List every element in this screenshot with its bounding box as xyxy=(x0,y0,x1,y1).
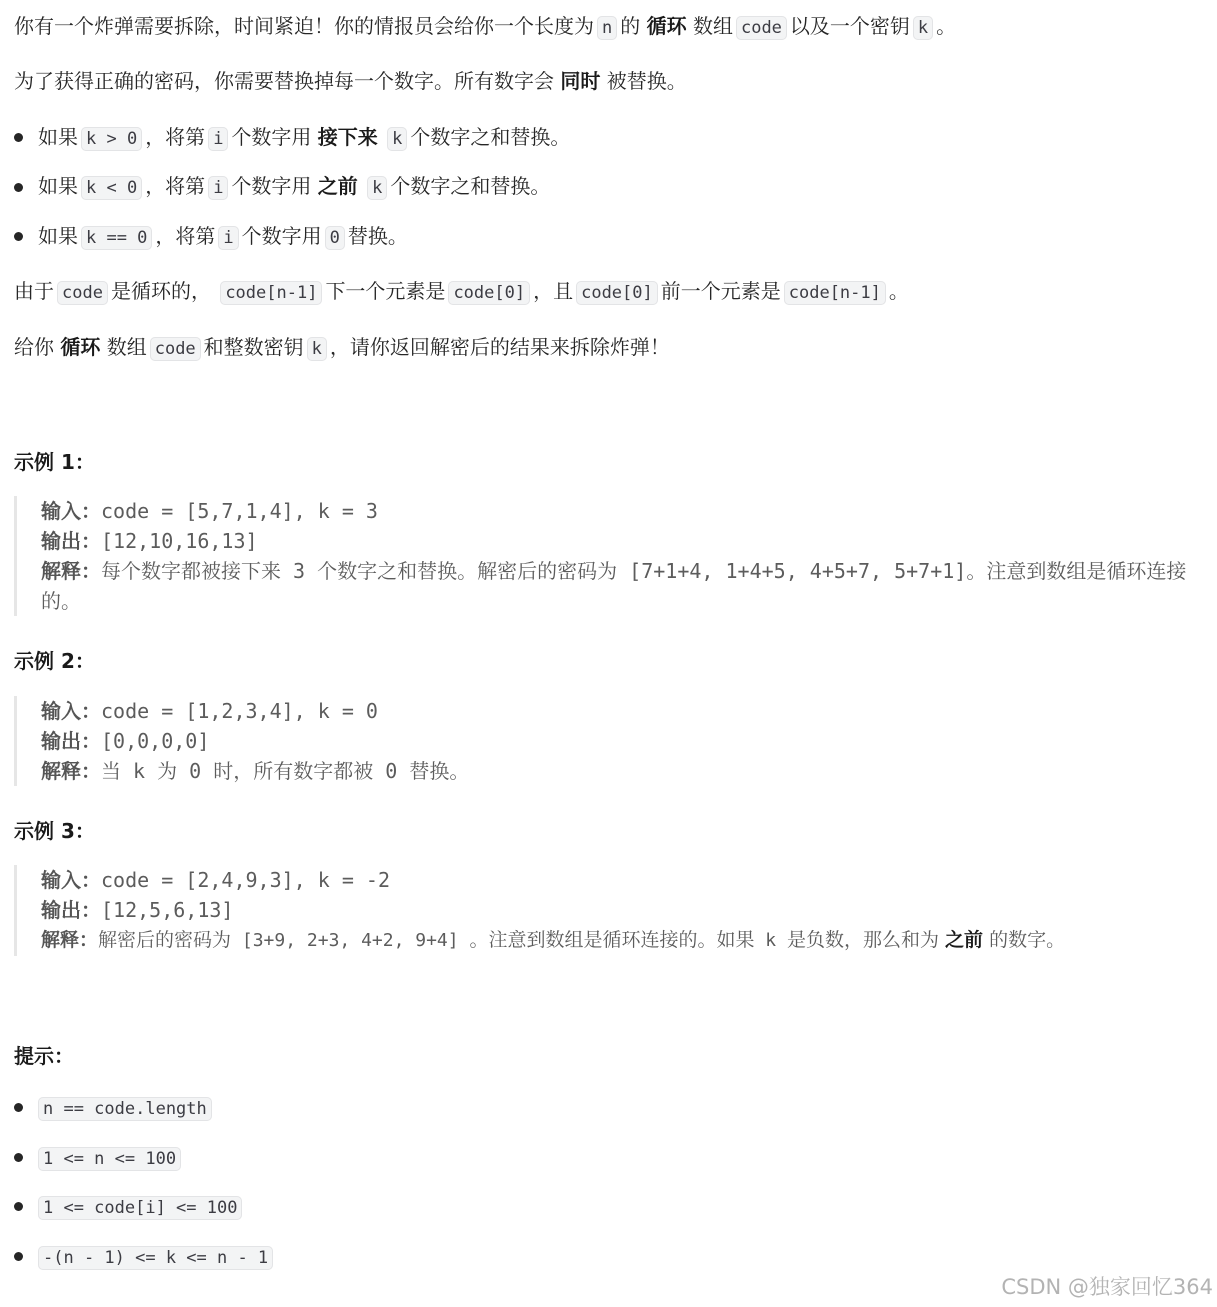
text: ，将第 xyxy=(145,125,206,149)
mono-text: [7+1+4, 1+4+5, 4+5+7, 5+7+1] xyxy=(617,559,967,583)
text: 每个数字都被接下来 xyxy=(101,559,281,583)
output-value: [12,5,6,13] xyxy=(101,898,234,922)
text: ，将第 xyxy=(145,174,206,198)
example-2-block xyxy=(14,696,1209,786)
text: 你有一个炸弹需要拆除，时间紧迫！你的情报员会给你一个长度为 xyxy=(14,14,594,38)
inline-code: code[n-1] xyxy=(784,281,886,305)
example-1-title: 示例 1： xyxy=(14,450,95,474)
text: 解密后的密码为 xyxy=(98,929,232,951)
mono-text: k xyxy=(754,930,787,951)
text: ，且 xyxy=(533,279,574,303)
example-output-row xyxy=(41,726,1209,756)
text: 由于 xyxy=(14,279,54,303)
hint-item xyxy=(38,1144,181,1172)
text: 为 xyxy=(157,759,178,783)
bold-text: 之前 xyxy=(945,929,984,951)
text: 个数字之和替换。 xyxy=(410,125,571,149)
text: 如果 xyxy=(38,174,78,198)
mono-text: 3 xyxy=(281,559,318,583)
mono-text: 0 xyxy=(373,759,410,783)
input-label: 输入： xyxy=(41,699,101,723)
inline-code: k < 0 xyxy=(81,176,142,200)
text: 如果 xyxy=(38,224,78,248)
inline-code: 0 xyxy=(325,226,345,250)
inline-code: 1 <= n <= 100 xyxy=(38,1147,181,1171)
inline-code: k xyxy=(387,127,407,151)
text: 替换。 xyxy=(347,224,408,248)
bullet-dot xyxy=(14,183,23,192)
input-value: code = [2,4,9,3], k = -2 xyxy=(101,868,390,892)
input-value: code = [1,2,3,4], k = 0 xyxy=(101,699,378,723)
text: 前一个元素是 xyxy=(660,279,781,303)
text: 。 xyxy=(936,14,957,38)
bullet-dot xyxy=(14,1252,23,1261)
inline-code: i xyxy=(208,127,228,151)
rule-item xyxy=(38,173,550,201)
text: 是负数，那么和为 xyxy=(786,929,939,951)
bullet-dot xyxy=(14,1202,23,1211)
intro-paragraph-2 xyxy=(14,68,687,94)
task-paragraph xyxy=(14,334,670,362)
bold-text: 之前 xyxy=(317,174,358,198)
example-explain-row xyxy=(41,756,1209,786)
inline-code: code xyxy=(57,281,108,305)
output-value: [12,10,16,13] xyxy=(101,529,258,553)
text: 的 xyxy=(620,14,641,38)
text: 替换。 xyxy=(409,759,470,783)
bold-text: 循环 xyxy=(60,335,101,359)
inline-code: k > 0 xyxy=(81,127,142,151)
example-input-row xyxy=(41,865,1209,895)
text: 下一个元素是 xyxy=(325,279,446,303)
example-output-row xyxy=(41,895,1209,925)
hint-item xyxy=(38,1193,242,1221)
output-value: [0,0,0,0] xyxy=(101,729,210,753)
text: 数组 xyxy=(692,14,733,38)
input-value: code = [5,7,1,4], k = 3 xyxy=(101,499,378,523)
bold-text: 接下来 xyxy=(317,125,378,149)
explain-label: 解释： xyxy=(41,929,99,951)
text: 个数字用 xyxy=(231,125,312,149)
inline-code: k == 0 xyxy=(81,226,152,250)
text: 个数字用 xyxy=(241,224,322,248)
example-3-block xyxy=(14,865,1209,956)
inline-code: code xyxy=(736,16,787,40)
intro-paragraph-1 xyxy=(14,13,956,41)
text: 的数字。 xyxy=(989,929,1066,951)
text: 为了获得正确的密码，你需要替换掉每一个数字。所有数字会 xyxy=(14,69,554,93)
example-input-row xyxy=(41,696,1209,726)
input-label: 输入： xyxy=(41,868,101,892)
text: ，请你返回解密后的结果来拆除炸弹！ xyxy=(329,335,670,359)
example-1-block xyxy=(14,496,1209,616)
inline-code: i xyxy=(208,176,228,200)
text: ，将第 xyxy=(155,224,216,248)
example-input-row xyxy=(41,496,1209,526)
output-label: 输出： xyxy=(41,729,101,753)
text: 个数字之和替换。 xyxy=(390,174,551,198)
mono-text: k xyxy=(121,759,158,783)
text: 个数字之和替换。解密后的密码为 xyxy=(317,559,618,583)
inline-code: i xyxy=(218,226,238,250)
bold-text: 同时 xyxy=(560,69,601,93)
input-label: 输入： xyxy=(41,499,101,523)
inline-code: code xyxy=(150,337,201,361)
text: 。注意到数组是循环连接的。如果 xyxy=(469,929,755,951)
text: 是循环的， xyxy=(110,279,211,303)
inline-code: n xyxy=(597,16,617,40)
csdn-watermark: CSDN @独家回忆364 xyxy=(1001,1275,1213,1299)
example-2-title: 示例 2： xyxy=(14,649,95,673)
example-output-row xyxy=(41,526,1209,556)
inline-code: code[0] xyxy=(576,281,658,305)
text: 当 xyxy=(101,759,121,783)
text: 时，所有数字都被 xyxy=(213,759,374,783)
inline-code: k xyxy=(913,16,933,40)
text: 给你 xyxy=(14,335,54,359)
example-explain-row xyxy=(41,925,1209,956)
hint-item xyxy=(38,1094,212,1122)
output-label: 输出： xyxy=(41,529,101,553)
inline-code: 1 <= code[i] <= 100 xyxy=(38,1196,242,1220)
inline-code: code[0] xyxy=(448,281,530,305)
text: 。注意到数组是循环连接的。 xyxy=(41,559,1187,613)
example-explain-row xyxy=(41,556,1209,616)
inline-code: k xyxy=(367,176,387,200)
inline-code: n == code.length xyxy=(38,1097,212,1121)
bold-text: 循环 xyxy=(646,14,687,38)
text: 被替换。 xyxy=(606,69,687,93)
text: 如果 xyxy=(38,125,78,149)
bullet-dot xyxy=(14,1153,23,1162)
inline-code: -(n - 1) <= k <= n - 1 xyxy=(38,1246,273,1270)
text: 和整数密钥 xyxy=(203,335,304,359)
text: 。 xyxy=(888,279,909,303)
inline-code: k xyxy=(307,337,327,361)
text: 个数字用 xyxy=(231,174,312,198)
hints-title: 提示： xyxy=(14,1044,74,1068)
bullet-dot xyxy=(14,133,23,142)
rule-item xyxy=(38,223,408,251)
text: 以及一个密钥 xyxy=(789,14,910,38)
bullet-dot xyxy=(14,232,23,241)
hint-item xyxy=(38,1243,273,1271)
bullet-dot xyxy=(14,1103,23,1112)
output-label: 输出： xyxy=(41,898,101,922)
example-3-title: 示例 3： xyxy=(14,819,95,843)
rule-item xyxy=(38,124,570,152)
mono-text: 0 xyxy=(177,759,214,783)
inline-code: code[n-1] xyxy=(220,281,322,305)
explain-label: 解释： xyxy=(41,759,101,783)
mono-text: [3+9, 2+3, 4+2, 9+4] xyxy=(231,930,470,951)
text: 数组 xyxy=(106,335,147,359)
explain-label: 解释： xyxy=(41,559,101,583)
cyclic-paragraph xyxy=(14,278,909,306)
